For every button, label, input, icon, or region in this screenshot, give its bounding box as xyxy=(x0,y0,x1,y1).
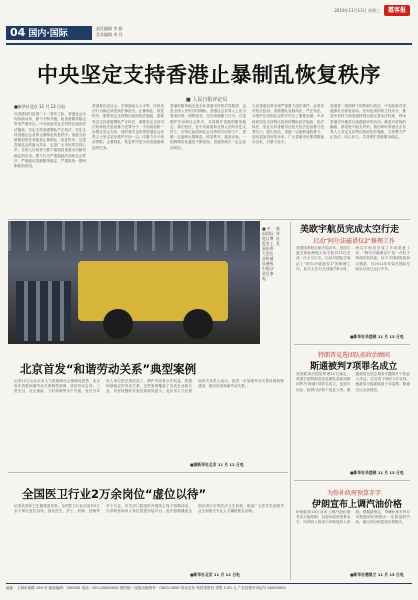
section-header xyxy=(6,26,92,40)
court-body: 美国联邦法院陪审团15日裁定，美国总统特朗普竞选团队前政治顾问罗杰·斯通7项罪名成立，包括作伪证、妨碍司法和干扰证人等。斯通被指在国会调查中撒谎并干扰证人作证。法官将于明年2月宣判，他最高可能面临数十年监禁。斯通否认全部指控。 xyxy=(296,372,410,392)
page-number: 04 xyxy=(10,26,26,39)
lead-column-2: 香港是法治社会，法律面前人人平等，任何违法行为都必须受到法律追究。止暴制乱、恢复秩序，需要坚定支持特区政府依法施政，需要坚定支持香港警队严正执法，需要坚定支持司法机构依法惩治暴力犯罪分子。中央政府将一如既往坚定支持，同时我们也希望香港社会各界人士坚定站在维护法治一边，同暴力分子划清界限。止暴制乱、恢复秩序是当前香港最紧迫的任务。 xyxy=(92,104,164,150)
section-divider xyxy=(294,480,410,481)
medical-headline: 全国医卫行业2万余岗位“虚位以待” xyxy=(22,487,207,501)
photo-wheel xyxy=(103,309,133,339)
section-divider xyxy=(8,219,410,220)
photo-lights xyxy=(8,221,260,251)
medical-body: 记者从国家卫生健康委获悉，全国医卫行业目前有2万余个岗位虚位以待，涉及医生、护士、药师、技师等多个专业。有关部门将组织开展线上线下招聘活动，为求职者和用人单位搭建对接平台。此次招聘涵盖全国各省区市的医疗卫生机构，欢迎广大医学类高校毕业生和相关专业人才踊跃报名应聘。 xyxy=(14,504,284,514)
photo-crowd xyxy=(16,281,71,341)
iran-headline: 伊朗宣布上调汽油价格 xyxy=(312,500,403,510)
editors: 责任编辑 李 娟 美术编辑 李 丹 xyxy=(96,26,123,37)
photo-credit: 新华社发 xyxy=(276,226,280,246)
lead-headline: 中央坚定支持香港止暴制乱恢复秩序 xyxy=(37,63,381,87)
column-divider xyxy=(290,222,291,580)
iran-dateline: ■新华社德黑兰 11 月 15 日电 xyxy=(350,572,404,577)
iran-body: 伊朗政府15日宣布上调汽油价格并实行配给制，以弥补政府预算赤字，所得收入将用于补贴低收入家庭。根据新规定，每辆私家车每月可按配给价格购买一定数量的汽油，超出部分按更高价格购买。 xyxy=(296,510,410,525)
issue-date: 2019年11月13日 星期三 xyxy=(334,8,380,13)
medical-dateline: ■新华社北京 11 月 12 日电 xyxy=(190,572,240,577)
header-rule xyxy=(6,43,412,45)
satellite-body: 美国国家航空航天局宣布，美国宇航员和欧洲航天局宇航员15日完成一次太空行走，启动对国际空间站上“阿尔法磁谱仪2”的修理工作。此次太空行走持续约6小时，两名宇航员完成了多项准备工作。“阿尔法磁谱仪2”是一台粒子物理实验设备，用于寻找暗物质和反物质，自2011年安装在国际空间站以来已运行多年。 xyxy=(296,246,410,271)
labor-dateline: ■据新华社北京 11 月 12 日电 xyxy=(190,462,244,467)
section-divider xyxy=(8,472,288,473)
section-name: 国内·国际 xyxy=(28,29,68,39)
page-footer: 地址：上海市某路 100 号 邮政编码：200000 电话：021-00000000 国内统一连续出版物号：CN31-0000 每月定价 每份零售价 零售 1.00 元 广告经营许可证号 00000000 xyxy=(6,583,412,593)
lead-dateline: ■新华社北京 11 月 12 日电 xyxy=(14,104,66,109)
labor-body: 记者12日从北京市人力资源和社会保障局获悉，北京发布首批和谐劳动关系典型案例，涉及劳动合同、工资支付、社会保险、工时休假等多个方面，旨在引导用人单位依法规范用工，维护劳动者合法权益，构建和谐稳定的劳动关系。这些案例覆盖了各类企业和行业，具有较强的代表性和指导意义。北京市人力社保局有关负责人表示，将进一步加强劳动关系协调机制建设，推动形成和谐劳动关系。 xyxy=(14,379,284,394)
section-divider xyxy=(294,344,410,345)
photo-caption: ■ 中国国际进口博览会上展出的大型农业机械设备吸引观众驻足参观 xyxy=(262,226,274,281)
lead-column-4: 当前香港局势出现严重暴力违法事件，必须坚决依法惩治。香港警队克制执法、严正执法，为维护法治和社会秩序作出了重要贡献。中央政府坚定支持特区政府和警队依法施政、依法执法，坚定支持香港司法机关依法惩治暴力犯罪分子。我们坚信，香港一定能够战胜暴力，迎来更加美好的未来。广大香港市民要勇敢地站出来，对暴力说不。 xyxy=(252,104,324,145)
satellite-headline: 美欧宇航员完成太空行走 xyxy=(300,225,400,235)
satellite-dateline: ■新华社华盛顿 11 月 15 日电 xyxy=(350,334,404,339)
iran-kicker: 为弥补政府预算赤字 xyxy=(326,490,381,497)
lead-byline: ■ 人民日报评论员 xyxy=(186,97,228,103)
lead-column-5: 香港是一国两制下的特别行政区，中央政府对香港拥有全面管治权。任何危害国家主权安全、挑战中央权力和香港特别行政区基本法权威、利用香港对内地进行渗透破坏的活动，都是对底线的触碰，都是绝不能允许的。我们呼吁香港社会各界人士坚定支持特区政府依法施政，支持警方严正执法，同心协力，共同维护香港繁荣稳定。 xyxy=(330,104,406,140)
masthead-logo: 霞客报 xyxy=(384,5,410,16)
court-headline: 斯通被判7项罪名成立 xyxy=(310,362,398,372)
lead-column-3: 香港的繁荣稳定是全体香港市民的共同愿望，也是全国人民的共同期盼。香港社会各界人士应当看清形势，明辨是非，坚决抵制暴力行为，自觉维护法治和社会秩序，共同维护香港的繁荣稳定。我们坚信，在中央政府和全国人民的坚定支持下，在特区政府和社会各界的共同努力下，香港一定能够止暴制乱、恢复秩序，重回正轨。一国两制的优越性不断显现，香港的明天一定会更加美好。 xyxy=(170,104,246,150)
court-kicker: 特朗普竞选团队前政治顾问 xyxy=(317,352,390,359)
court-dateline: ■新华社华盛顿 11 月 15 日电 xyxy=(350,470,404,475)
labor-headline: 北京首发“和谐劳动关系”典型案例 xyxy=(20,362,197,376)
lead-column-1: 在香港回归祖国二十二周年之际，香港社会出现持续动荡，暴力不断升级，给香港繁荣稳定带来严重冲击。中央政府坚定支持特区政府依法施政，坚定支持香港警队严正执法，坚定支持香港社会各界止暴制乱恢复秩序。香港当前最紧迫的任务就是止暴制乱、恢复秩序。这是香港社会的最大共识，也是广大市民的共同心声。任何人任何势力都不能阻挡香港走向繁荣稳定的步伐。暴力行为严重践踏法治和社会秩序，严重破坏香港繁荣稳定，严重挑战一国两制原则底线。 xyxy=(14,112,86,169)
satellite-kicker: 启动“阿尔法磁谱仪2”修理工作 xyxy=(312,238,396,245)
photo-wheel xyxy=(183,309,213,339)
news-photo xyxy=(8,221,260,344)
